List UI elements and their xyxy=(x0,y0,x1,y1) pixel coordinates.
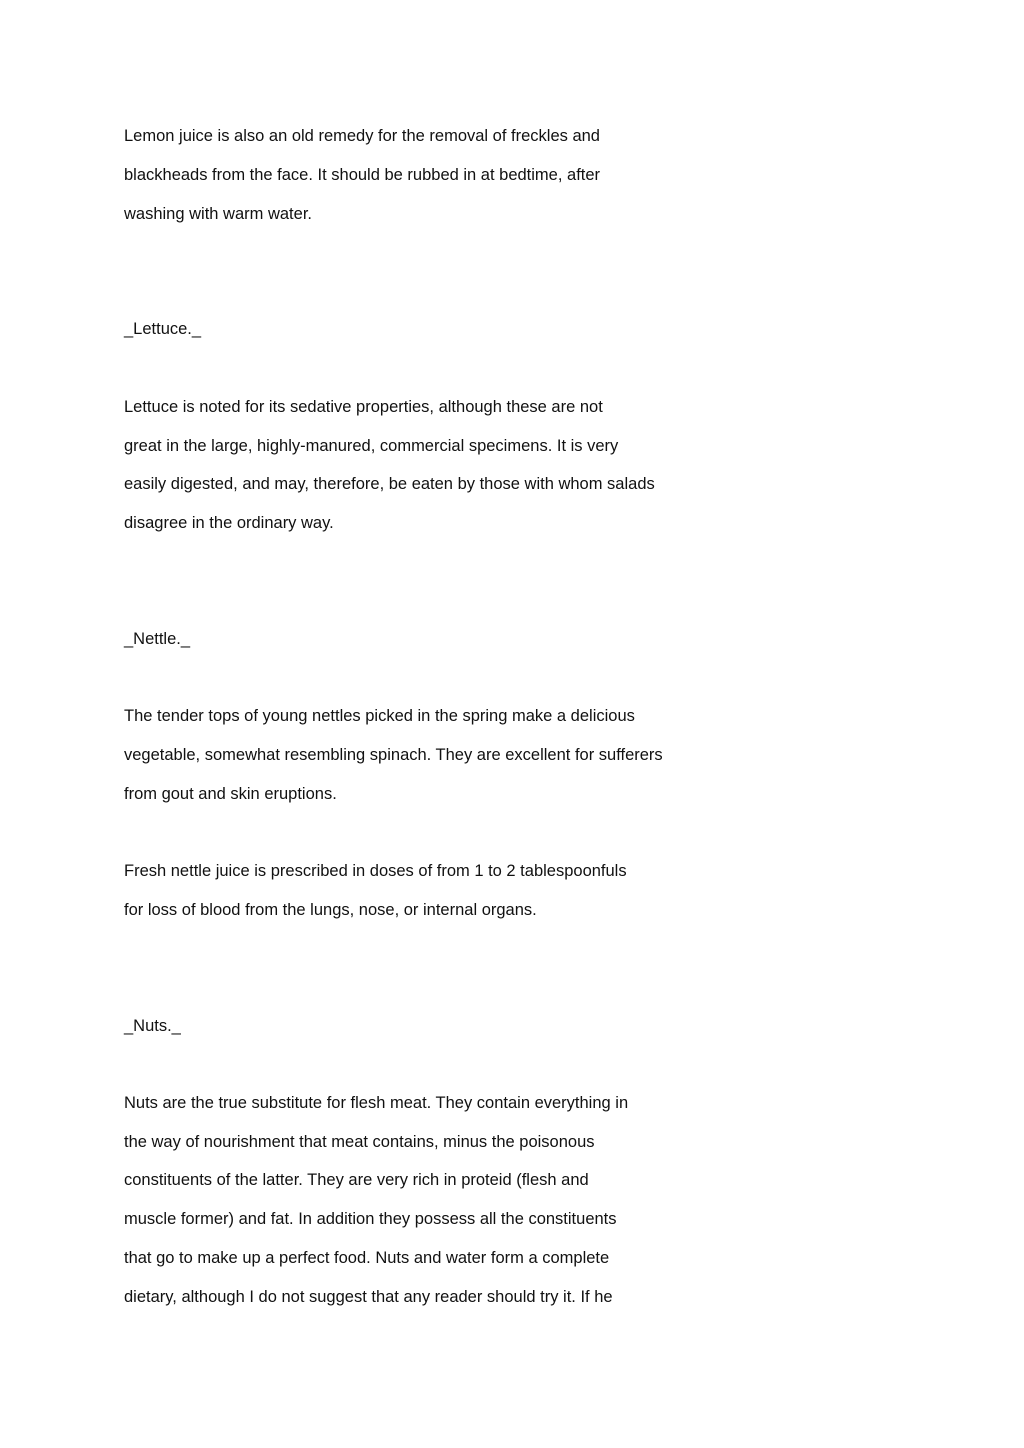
section-heading: _Nuts._ xyxy=(124,1017,181,1035)
paragraph-line: disagree in the ordinary way. xyxy=(124,514,334,532)
paragraph-line: constituents of the latter. They are very rich in proteid (flesh and xyxy=(124,1171,589,1189)
paragraph-line: Lettuce is noted for its sedative properties, although these are not xyxy=(124,398,603,416)
paragraph-line: muscle former) and fat. In addition they possess all the constituents xyxy=(124,1210,617,1228)
paragraph-line: dietary, although I do not suggest that any reader should try it. If he xyxy=(124,1288,613,1306)
paragraph-line: The tender tops of young nettles picked in the spring make a delicious xyxy=(124,707,635,725)
paragraph-line: Lemon juice is also an old remedy for the removal of freckles and xyxy=(124,127,600,145)
paragraph-line: easily digested, and may, therefore, be eaten by those with whom salads xyxy=(124,475,655,493)
section-heading: _Lettuce._ xyxy=(124,320,202,338)
paragraph-line: that go to make up a perfect food. Nuts and water form a complete xyxy=(124,1249,610,1267)
paragraph-line: Fresh nettle juice is prescribed in doses of from 1 to 2 tablespoonfuls xyxy=(124,862,627,880)
paragraph-line: washing with warm water. xyxy=(124,205,312,223)
paragraph-line: from gout and skin eruptions. xyxy=(124,785,337,803)
paragraph-line: Nuts are the true substitute for flesh meat. They contain everything in xyxy=(124,1094,629,1112)
paragraph-line: for loss of blood from the lungs, nose, or internal organs. xyxy=(124,901,537,919)
paragraph-line: vegetable, somewhat resembling spinach. They are excellent for sufferers xyxy=(124,746,663,764)
paragraph-line: the way of nourishment that meat contains, minus the poisonous xyxy=(124,1133,595,1151)
paragraph-line: blackheads from the face. It should be rubbed in at bedtime, after xyxy=(124,166,601,184)
paragraph-line: great in the large, highly-manured, commercial specimens. It is very xyxy=(124,437,619,455)
section-heading: _Nettle._ xyxy=(124,630,191,648)
